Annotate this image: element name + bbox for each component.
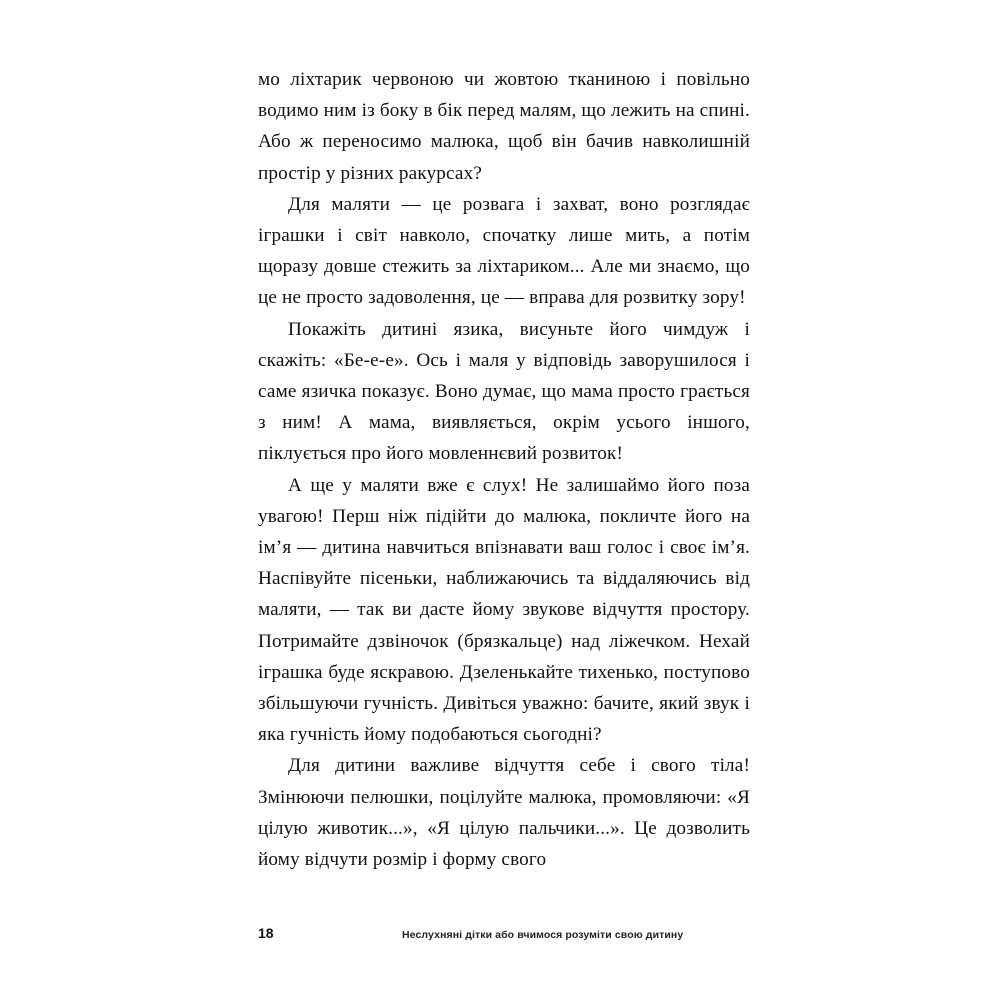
body-text-column: [258, 64, 750, 875]
paragraph: А ще у маляти вже є слух! Не залишаймо його поза увагою! Перш ніж підійти до малюка, покличте його на ім’я — дитина навчиться впізнавати ваш голос і своє ім’я. Наспівуйте пісеньки, наближаючись та віддаляючись від маляти, — так ви дасте йому звукове відчуття простору. Потримайте дзвіночок (брязкальце) над ліжечком. Нехай іграшка буде яскравою. Дзеленькайте тихенько, поступово збільшуючи гучність. Дивіться уважно: бачите, який звук і яка гучність йому подобаються сьогодні?: [258, 474, 750, 746]
paragraph: Для дитини важливе відчуття себе і свого тіла! Змінюючи пелюшки, поцілуйте малюка, промовляючи: «Я цілую животик...», «Я цілую пальчики...». Це дозволить йому відчути розмір і форму свого: [258, 755, 750, 871]
paragraph: Для маляти — це розвага і захват, воно розглядає іграшки і світ навколо, спочатку лише мить, а потім щоразу довше стежить за ліхтариком... Але ми знаємо, що це не просто задоволення, це — вправа для розвитку зору!: [258, 193, 750, 309]
page-number: 18: [258, 925, 274, 941]
page-footer: [258, 925, 750, 941]
running-title: Неслухняні дітки або вчимося розуміти свою дитину: [402, 929, 684, 941]
paragraph: Покажіть дитині язика, висуньте його чимдуж і скажіть: «Бе-е-е». Ось і маля у відповідь заворушилося і саме язичка показує. Воно думає, що мама просто грається з ним! А мама, виявляється, окрім усього іншого, піклується про його мовленнєвий розвиток!: [258, 318, 750, 465]
paragraph: мо ліхтарик червоною чи жовтою тканиною і повільно водимо ним із боку в бік перед малям, що лежить на спині. Або ж переносимо малюка, щоб він бачив навколишній простір у різних ракурсах?: [258, 69, 750, 184]
